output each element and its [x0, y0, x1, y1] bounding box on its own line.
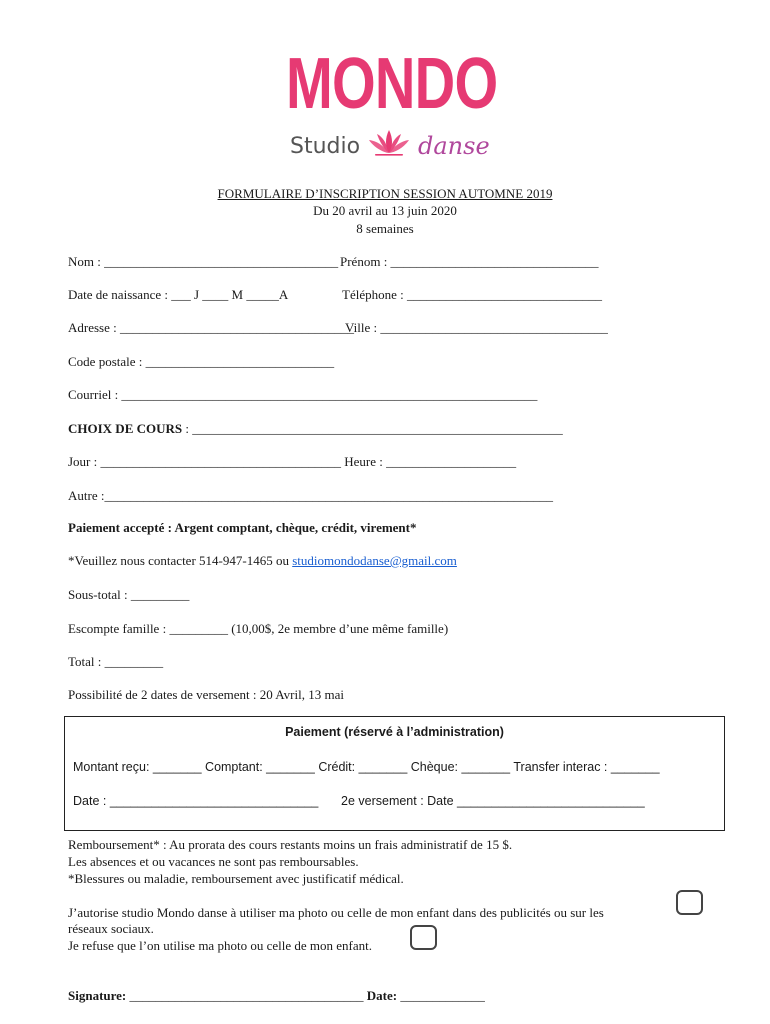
family-discount-field[interactable]: Escompte famille : _________ (10,00$, 2e membre d’une même famille) [68, 621, 449, 636]
date-line[interactable]: _____________ [397, 988, 485, 1003]
payment-accepted: Paiement accepté : Argent comptant, chèque, crédit, virement* [68, 520, 417, 535]
photo-refuse-text: Je refuse que l’on utilise ma photo ou celle de mon enfant. [68, 938, 372, 953]
subtotal-field[interactable]: Sous-total : _________ [68, 587, 190, 602]
photo-authorize-text: J’autorise studio Mondo danse à utiliser ma photo ou celle de mon enfant dans des publicités ou sur les [68, 905, 604, 920]
contact-text: *Veuillez nous contacter 514-947-1465 ou [68, 553, 293, 568]
contact-line [68, 553, 457, 569]
day-time-field[interactable]: Jour : _____________________________________ Heure : ____________________ [68, 454, 517, 469]
address-field[interactable]: Adresse : ____________________________________ [68, 320, 354, 335]
refund-policy: Remboursement* : Au prorata des cours restants moins un frais administratif de 15 $. [68, 837, 513, 852]
postal-code-field[interactable]: Code postale : _____________________________ [68, 354, 335, 369]
admin-amounts-line[interactable]: Montant reçu: _______ Comptant: _______ Crédit: _______ Chèque: _______ Transfer interac : _______ [73, 760, 660, 774]
city-field[interactable]: Ville : ___________________________________ [345, 320, 608, 335]
nom-field[interactable]: Nom : ____________________________________ [68, 254, 339, 269]
course-choice-line: : _________________________________________________________ [182, 421, 563, 436]
email-field[interactable]: Courriel : ________________________________________________________________ [68, 387, 538, 402]
birthdate-field[interactable]: Date de naissance : ___ J ____ M _____A [68, 287, 289, 302]
other-field[interactable]: Autre :_____________________________________________________________________ [68, 488, 553, 503]
refund-absences: Les absences et ou vacances ne sont pas remboursables. [68, 854, 359, 869]
form-title: FORMULAIRE D’INSCRIPTION SESSION AUTOMNE 2019 [217, 186, 553, 201]
course-choice-field[interactable] [68, 421, 563, 437]
signature-line[interactable]: ____________________________________ [126, 988, 367, 1003]
payment-dates-note: Possibilité de 2 dates de versement : 20 Avril, 13 mai [68, 687, 344, 702]
session-weeks: 8 semaines [356, 221, 414, 236]
signature-row[interactable] [68, 988, 485, 1004]
prenom-field[interactable]: Prénom : ________________________________ [340, 254, 599, 269]
admin-second-payment-field[interactable]: 2e versement : Date ___________________________ [341, 794, 645, 808]
photo-authorize-text-cont: réseaux sociaux. [68, 921, 154, 936]
date-label: Date: [366, 988, 398, 1003]
admin-box-title: Paiement (réservé à l’administration) [285, 725, 504, 739]
photo-authorize-checkbox[interactable] [676, 890, 703, 915]
session-dates: Du 20 avril au 13 juin 2020 [313, 203, 457, 218]
course-choice-label: CHOIX DE COURS [68, 421, 183, 436]
logo-studio: Studio [290, 134, 361, 159]
telephone-field[interactable]: Téléphone : ______________________________ [342, 287, 602, 302]
photo-refuse-checkbox[interactable] [410, 925, 437, 950]
logo-danse: danse [418, 132, 490, 160]
logo-mondo: MONDO [286, 44, 498, 124]
total-field[interactable]: Total : _________ [68, 654, 164, 669]
admin-date-field[interactable]: Date : ______________________________ [73, 794, 319, 808]
refund-injury: *Blessures ou maladie, remboursement avec justificatif médical. [68, 871, 404, 886]
contact-email-link[interactable]: studiomondodanse@gmail.com [292, 553, 457, 568]
lotus-icon [367, 126, 411, 158]
signature-label: Signature: [68, 988, 127, 1003]
